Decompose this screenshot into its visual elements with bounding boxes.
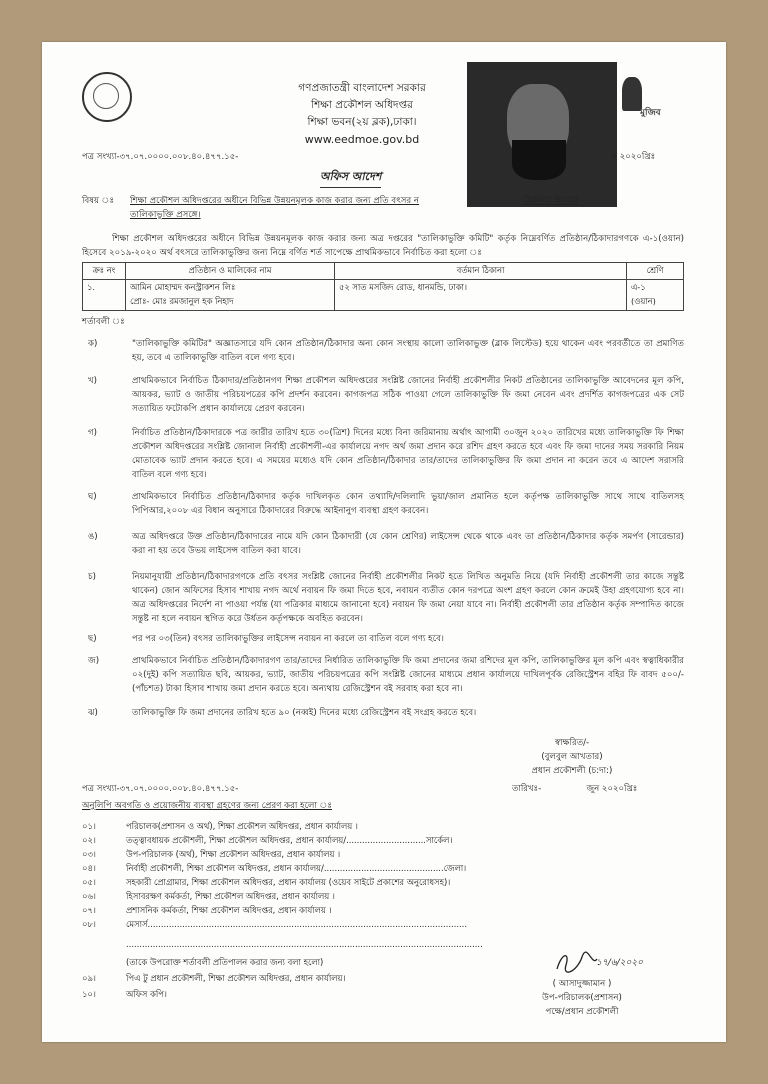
handwritten-signature <box>552 947 644 977</box>
table-row: ১. আমিন মোহাম্মদ কনস্ট্রাকশন লিঃ প্রোঃ- মোঃ রমজানুল হক নিহাদ ৫২ সাত মসজিদ রোড, ধানমন্ডি, ঢাকা। এ-১ (ওয়ান) <box>83 280 684 311</box>
signature-date: ১৭/৬/২০২০ <box>596 958 644 968</box>
header-line-1: গণপ্রজাতন্ত্রী বাংলাদেশ সরকার <box>298 82 426 94</box>
memo-number: পত্র সংখ্যা-৩৭.০৭.০০০০.০০৮.৪০.৪৭৭.১৫- <box>82 152 239 162</box>
header-line-2: শিক্ষা প্রকৌশল অধিদপ্তর <box>311 99 413 111</box>
mujib-logo-text: মুজিব <box>640 108 661 118</box>
portrait-icon <box>622 77 642 111</box>
letterhead <box>272 80 452 148</box>
signature-block: স্বাক্ষরিত/- (বুলবুল আখতার) প্রধান প্রকৌশলী (চ:দা:) <box>531 738 613 776</box>
copy-memo-number: পত্র সংখ্যা-৩৭.০৭.০০০০.০০৮.৪০.৪৭৭.১৫- <box>82 784 239 794</box>
mujib-borsho-logo <box>612 77 672 127</box>
subject-label: বিষয় ঃ <box>82 196 115 206</box>
header-website: www.eedmoe.gov.bd <box>304 133 420 146</box>
copy-to-label: অনুলিপি অবগতি ও প্রয়োজনীয় ব্যবস্থা গ্রহণের জন্য প্রেরণ করা হলো ঃ <box>82 801 332 811</box>
subject-text: শিক্ষা প্রকৌশল অধিদপ্তরের অধীনে বিভিন্ন উন্নয়নমূলক কাজ করার জন্য প্রতি বৎসর ন ঠিকাদার হিসেবে তালিকাভুক্তি প্রসঙ্গে। <box>130 196 579 220</box>
department-logo <box>82 72 132 122</box>
table-header-row: ক্রঃ নং প্রতিষ্ঠান ও মালিকের নাম বর্তমান ঠিকানা শ্রেণি <box>83 263 684 280</box>
copy-date: তারিখঃ- জুন ২০২০খ্রিঃ <box>512 784 638 794</box>
memo-date: ন ২০২০খ্রিঃ <box>612 152 656 162</box>
conditions-label: শর্তাবলী ঃ <box>82 317 125 327</box>
document-title: অফিস আদেশ <box>320 168 381 188</box>
header-line-3: শিক্ষা ভবন(২য় ব্লক),ঢাকা। <box>307 116 417 128</box>
signature-block-2: ( আসাদুজ্জামান ) উপ-পরিচালক(প্রশাসন) পক্ষে/প্রধান প্রকৌশলী <box>542 979 622 1017</box>
intro-paragraph: শিক্ষা প্রকৌশল অধিদপ্তরের অধীনে বিভিন্ন উন্নয়নমূলক কাজ করার জন্য অত্র দপ্তরের "তালিকাভুক্তি কমিটি" কর্তৃক নিম্নেবর্ণিত প্রতিষ্ঠান/ঠিকাদারগণকে এ-১(ওয়ান) হিসেবে ২০১৯-২০২০ অর্থ বৎসরে তালিকাভুক্তির জন্য নিম্নে বর্ণিত শর্ত সাপেক্ষে প্রাথমিকভাবে নির্বাচিত করা হলো ঃ <box>82 234 684 258</box>
document-page: গণপ্রজাতন্ত্রী বাংলাদেশ সরকার শিক্ষা প্রকৌশল অধিদপ্তর শিক্ষা ভবন(২য় ব্লক),ঢাকা। www.eedmoe.gov.bd মুজিব পত্র সংখ্যা-৩৭.০৭.০০০০.০০৮.৪০.৪৭৭.১৫- ন ২০২০খ্রিঃ অফিস আদেশ বিষয় ঃ শিক্ষা প্রকৌশল অধিদপ্তরের অধীনে বিভিন্ন উন্নয়নমূলক কাজ করার জন্য প্রতি বৎসর ন ঠিকাদার হিসেবে তালিকাভুক্তি প্রসঙ্গে। শিক্ষা প্রকৌশল অধিদপ্তরের অধীনে বিভিন্ন উন্নয়নমূলক কাজ করার জন্য অত্র দপ্তরের "তালিকাভুক্তি কমিটি" কর্তৃক নিম্নেবর্ণিত প্রতিষ্ঠান/ঠিকাদারগণকে এ-১(ওয়ান) হিসেবে ২০১৯-২০২০ অর্থ বৎসরে তালিকাভুক্তির জন্য নিম্নে বর্ণিত শর্ত সাপেক্ষে প্রাথমিকভাবে নির্বাচিত করা হলো ঃ ক্রঃ নং প্রতিষ্ঠান ও মালিকের নাম বর্তমান ঠিকানা শ্রেণি ১. আমিন মোহাম্মদ কনস্ট্রাকশন লিঃ প্রোঃ- মোঃ রমজানুল হক নিহাদ ৫২ সাত মসজিদ রোড, ধানমন্ডি, ঢাকা। এ-১ (ওয়ান) শর্তাবলী ঃ ক) "তালিকাভুক্তি কমিটির" অজ্ঞাতসারে যদি কোন প্রতিষ্ঠান/ঠিকাদার অন্য কোন সংস্থায় কালো তালিকাভুক্ত (ব্লাক লিস্টেড) হয়ে থাকেন এবং পরবর্তীতে তা প্রমাণিত হয়, তবে এ তালিকাভুক্তি বাতিল বলে গণ্য হবে। খ) প্রাথমিকভাবে নির্বাচিত ঠিকাদার/প্রতিষ্ঠানগণ শিক্ষা প্রকৌশল অধিদপ্তরের সংশ্লিষ্ট জোনের নির্বাহী প্রকৌশলীর নিকট প্রতিষ্ঠানের তালিকাভুক্তি আবেদনের মূল কপি, আয়কর, ভ্যাট ও জাতীয় পরিচয়পত্রের কপি প্রদর্শন করবেন। কাগজপত্র সঠিক পাওয়া গেলে তালিকাভুক্তি ফি জমা নেবেন এবং প্রদর্শিত কাগজপত্রের এক সেট সত্যায়িত ফটোকপি প্রধান কার্যালয়ে প্রেরণ করবেন। গ) নির্বাচিত প্রতিষ্ঠান/ঠিকাদারকে পত্র জারীর তারিখ হতে ৩০(ত্রিশ) দিনের মধ্যে বিনা জরিমানায় অর্থাৎ আগামী ৩০জুন ২০২০ তারিখের মধ্যে তালিকাভুক্তি ফি শিক্ষা প্রকৌশল অধিদপ্তরের সংশ্লিষ্ট জোনাল নির্বাহী প্রকৌশলী-এর কার্যালয়ে নগদ অর্থ জমা প্রদান করে রশিদ গ্রহণ করতে হবে এবং ফি জমা দানের সময় সরকারি নিয়ম মোতাবেক ভ্যাট প্রদান করতে হবে। এ সময়ের মধ্যেও যদি কোন প্রতিষ্ঠান/ঠিকাদার তার/তাদের তালিকাভুক্তির ফি জমা প্রদান না করেন তবে এ আদেশ সরাসরি বাতিল বলে গণ্য হবে। ঘ) প্রাথমিকভাবে নির্বাচিত প্রতিষ্ঠান/ঠিকাদার কর্তৃক দাখিলকৃত কোন তথ্যাদি/দলিলাদি ভুয়া/জাল প্রমানিত হলে কর্তৃপক্ষ তালিকাভুক্তি সাথে সাথে বাতিলসহ পিপিআর,২০০৮ এর বিধান অনুসারে ঠিকাদারের বিরুদ্ধে আইনানুগ ব্যবস্থা গ্রহণ করবেন। ঙ) অত্র অধিদপ্তরে উক্ত প্রতিষ্ঠান/ঠিকাদারের নামে যদি কোন ঠিকাদারী (যে কোন শ্রেণির) লাইসেন্স থেকে থাকে এবং তা প্রতিষ্ঠান/ঠিকাদার কর্তৃক সমর্পণ (সারেন্ডার) করা না হয় তবে উভয় লাইসেন্স বাতিল করা যাবে। চ) নিয়মানুযায়ী প্রতিষ্ঠান/ঠিকাদারগণকে প্রতি বৎসর সংশ্লিষ্ট জোনের নির্বাহী প্রকৌশলীর নিকট হতে লিখিত অনুমতি নিয়ে (যদি নির্বাহী প্রকৌশলী তার কাজে সন্তুষ্ট থাকেন) জোন অফিসের হিসাব শাখায় নগদ অর্থে নবায়ন ফি জমা দিতে হবে, নবায়ন ব্যতীত কোন দরপত্রে অংশ গ্রহণ করলে কোন ক্রমেই উহা গ্রহণযোগ্য হবে না। অত্র অধিদপ্তরের নির্দেশ না পাওয়া পর্যন্ত (যা পত্রিকার মাধ্যমে জানানো হবে) নবায়ন ফি জমা নেয়া যাবে না। নির্বাহী প্রকৌশলী তার প্রতিষ্ঠান কর্তৃক সম্পাদিত কাজে সন্তুষ্ট না হলে নবায়ন স্থগিত করে উর্ধতন কর্তৃপক্ষকে অবহিত করবেন। ছ) পর পর ০৩(তিন) বৎসর তালিকাভুক্তির লাইসেন্স নবায়ন না করলে তা বাতিল বলে গণ্য হবে। জ) প্রাথমিকভাবে নির্বাচিত প্রতিষ্ঠান/ঠিকাদারগণ তার/তাদের নির্ধারিত তালিকাভুক্তি ফি জমা প্রদানের জমা রশিদের মূল কপি, তালিকাভুক্তির মূল কপি এবং স্বত্বাধিকারীর ০২(দুই) কপি সত্যায়িত ছবি, আয়কর, ভ্যাট, জাতীয় পরিচয়পত্রের কপি সংশ্লিষ্ট জোনের মাধ্যমে প্রধান কার্যালয়ে দাখিলপূর্বক রেজিস্ট্রেশন বহির ফি বাবদ ৫০০/-(পাঁচশত) টাকা হিসাব শাখায় জমা প্রদান করতে হবে। অন্যথায় রেজিস্ট্রেশন বই সরবাহ করা হবে না। ঝ) তালিকাভুক্তি ফি জমা প্রদানের তারিখ হতে ৯০ (নব্বই) দিনের মধ্যে রেজিস্ট্রেশন বই সংগ্রহ করতে হবে। স্বাক্ষরিত/- (বুলবুল আখতার) প্রধান প্রকৌশলী (চ:দা:) পত্র সংখ্যা-৩৭.০৭.০০০০.০০৮.৪০.৪৭৭.১৫- তারিখঃ- জুন ২০২০খ্রিঃ অনুলিপি অবগতি ও প্রয়োজনীয় ব্যবস্থা গ্রহণের জন্য প্রেরণ করা হলো ঃ ০১। পরিচালক(প্রশাসন ও অর্থ), শিক্ষা প্রকৌশল অধিদপ্তর, প্রধান কার্যালয় । ০২। তত্ত্বাবধায়ক প্রকৌশলী, শিক্ষা প্রকৌশল অধিদপ্তর, প্রধান কার্যালয়/..............................সার্কেল। ০৩। উপ-পরিচালক (অর্থ), শিক্ষা প্রকৌশল অধিদপ্তর, প্রধান কার্যালয় । ০৪। নির্বাহী প্রকৌশলী, শিক্ষা প্রকৌশল অধিদপ্তর, প্রধান কার্যালয়/.............................................জেলা। ০৫। সহকারী প্রোগ্রামার, শিক্ষা প্রকৌশল অধিদপ্তর, প্রধান কার্যালয় (ওয়েব সাইটে প্রকাশের অনুরোধসহ)। ০৬। হিসাবরক্ষণ কর্মকর্তা, শিক্ষা প্রকৌশল অধিদপ্তর, প্রধান কার্যালয় । ০৭। প্রশাসনিক কর্মকর্তা, শিক্ষা প্রকৌশল অধিদপ্তর, প্রধান কার্যালয় । ০৮। মেসার্স........................................................................................................................ ...................................................................................................................................... (তাকে উপরোক্ত শর্তাবলী প্রতিপালন করার জন্য বলা হলো) ০৯। পিএ টু প্রধান প্রকৌশলী, শিক্ষা প্রকৌশল অধিদপ্তর, প্রধান কার্যালয়। ১০। অফিস কপি। ১৭/৬/২০২০ ( আসাদুজ্জামান ) উপ-পরিচালক(প্রশাসন) পক্ষে/প্রধান প্রকৌশলী <box>42 42 726 1042</box>
contractor-table <box>82 262 684 311</box>
person-photo <box>467 62 617 207</box>
